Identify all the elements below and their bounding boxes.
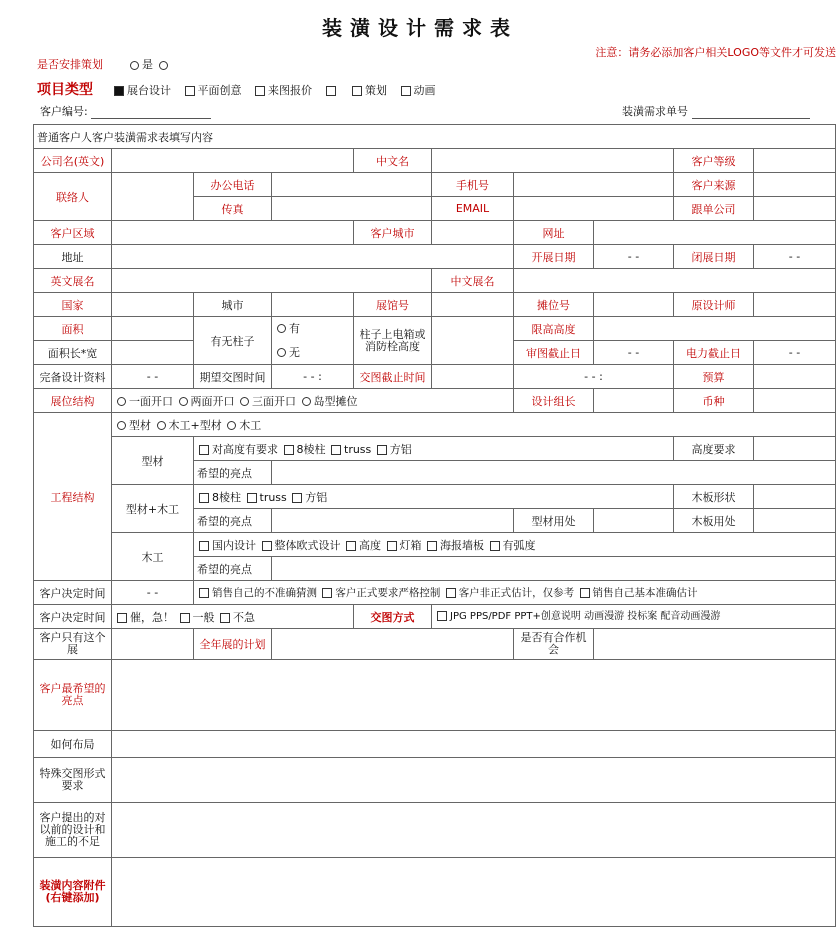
field-input[interactable] — [514, 197, 674, 221]
field-input[interactable] — [112, 341, 194, 365]
checkbox-icon[interactable] — [377, 445, 387, 455]
option-label: 销售自己基本准确估计 — [592, 587, 698, 599]
field-input[interactable] — [594, 629, 836, 660]
option-label: 动画 — [413, 84, 436, 97]
field-label: 型材用处 — [514, 509, 594, 533]
field-label: 客户区域 — [34, 221, 112, 245]
radio-icon[interactable] — [157, 421, 166, 430]
checkbox-icon[interactable] — [199, 588, 209, 598]
checkbox-icon[interactable] — [446, 588, 456, 598]
project-type-options — [112, 82, 444, 98]
field-input[interactable] — [754, 389, 836, 413]
table-header: 普通客户人客户装潢需求表填写内容 — [34, 125, 836, 149]
field-input[interactable] — [272, 317, 354, 365]
field-label: 办公电话 — [194, 173, 272, 197]
option-label: truss — [259, 490, 287, 504]
checkbox-icon[interactable] — [401, 86, 411, 96]
field-input[interactable] — [112, 389, 514, 413]
plan-label: 是否安排策划 — [37, 58, 103, 71]
field-label: 审图截止日 — [514, 341, 594, 365]
checkbox-icon[interactable] — [247, 493, 257, 503]
option-label: 来图报价 — [268, 84, 312, 97]
checkbox-icon[interactable] — [117, 613, 127, 623]
field-input[interactable] — [112, 149, 354, 173]
radio-icon[interactable] — [277, 348, 286, 357]
option-label: 海报墙板 — [440, 538, 484, 552]
field-input[interactable] — [272, 557, 836, 581]
field-input[interactable] — [432, 317, 514, 365]
option-label: 整体欧式设计 — [274, 538, 341, 552]
option-label: 对高度有要求 — [212, 442, 278, 456]
field-label: 交图方式 — [354, 605, 432, 629]
option-label: 有 — [289, 321, 300, 335]
field-label: 木板形状 — [674, 485, 754, 509]
field-input[interactable] — [514, 269, 836, 293]
option-label: truss — [344, 442, 372, 456]
checkbox-icon[interactable] — [580, 588, 590, 598]
field-input[interactable] — [112, 413, 836, 437]
field-label: 柱子上电箱或消防栓高度 — [354, 317, 432, 365]
plan-no-radio[interactable] — [159, 61, 168, 70]
option-label: 不急 — [233, 610, 255, 624]
field-input[interactable] — [594, 389, 674, 413]
checkbox-icon[interactable] — [114, 86, 124, 96]
checkbox-icon[interactable] — [490, 541, 500, 551]
field-label: 客户决定时间 — [34, 581, 112, 605]
field-label: 客户决定时间 — [34, 605, 112, 629]
field-label: 客户提出的对以前的设计和施工的不足 — [34, 803, 112, 858]
option-label: 有弧度 — [502, 538, 536, 552]
field-label: 希望的亮点 — [194, 461, 272, 485]
plan-yes-radio[interactable] — [130, 61, 139, 70]
field-label: 型材 — [112, 437, 194, 485]
field-label: 完备设计资料 — [34, 365, 112, 389]
field-input[interactable] — [432, 365, 514, 389]
option-label: 客户非正式估计，仅参考 — [458, 587, 575, 599]
option-label: 型材 — [129, 418, 151, 432]
field-label: 客户只有这个展 — [34, 629, 112, 660]
field-input[interactable] — [594, 317, 836, 341]
field-label: 面积 — [34, 317, 112, 341]
field-input[interactable] — [272, 197, 432, 221]
field-label: 国家 — [34, 293, 112, 317]
field-input[interactable] — [432, 293, 514, 317]
client-no — [40, 103, 211, 119]
field-input[interactable] — [594, 293, 674, 317]
field-label: 客户来源 — [674, 173, 754, 197]
field-label: - - — [754, 341, 836, 365]
option-label: 高度 — [359, 538, 381, 552]
field-label: 开展日期 — [514, 245, 594, 269]
field-input[interactable] — [112, 660, 836, 731]
field-label: - - : — [272, 365, 354, 389]
field-input[interactable] — [112, 269, 432, 293]
plan-options — [128, 56, 171, 72]
field-label: 是否有合作机会 — [514, 629, 594, 660]
field-label: 客户城市 — [354, 221, 432, 245]
field-label: 展馆号 — [354, 293, 432, 317]
option-label: 是 — [142, 58, 153, 71]
field-label: 型材+木工 — [112, 485, 194, 533]
field-input[interactable] — [112, 245, 514, 269]
checkbox-icon[interactable] — [199, 445, 209, 455]
option-label: 装潢需求单号 — [622, 105, 688, 118]
option-label: 方铝 — [305, 490, 328, 504]
checkbox-icon[interactable] — [322, 588, 332, 598]
option-label: 客户正式要求严格控制 — [335, 587, 441, 599]
field-input[interactable] — [754, 365, 836, 389]
field-input[interactable] — [194, 581, 836, 605]
field-label: 工程结构 — [34, 413, 112, 581]
field-label: 地址 — [34, 245, 112, 269]
checkbox-icon[interactable] — [292, 493, 302, 503]
field-input[interactable] — [112, 803, 836, 858]
radio-icon[interactable] — [117, 397, 126, 406]
field-label: 期望交图时间 — [194, 365, 272, 389]
field-input[interactable] — [272, 293, 354, 317]
checkbox-icon[interactable] — [346, 541, 356, 551]
field-input[interactable] — [112, 731, 836, 758]
field-label: 展位结构 — [34, 389, 112, 413]
option-label: 方铝 — [389, 442, 412, 456]
option-label: JPG PPS/PDF PPT+创意说明 动画漫游 投标案 配音动画漫游 — [450, 610, 721, 622]
field-label: 装潢内容附件(右键添加) — [34, 858, 112, 927]
field-input[interactable] — [514, 173, 674, 197]
field-label: 限高高度 — [514, 317, 594, 341]
field-label: 面积长*宽 — [34, 341, 112, 365]
field-label: 币种 — [674, 389, 754, 413]
option-label: 一般 — [192, 610, 215, 624]
field-label: - - — [594, 245, 674, 269]
option-label: 木工 — [239, 418, 262, 432]
field-label: 电力截止日 — [674, 341, 754, 365]
checkbox-icon[interactable] — [262, 541, 272, 551]
field-label: 设计组长 — [514, 389, 594, 413]
checkbox-icon[interactable] — [284, 445, 294, 455]
field-label: 跟单公司 — [674, 197, 754, 221]
radio-icon[interactable] — [302, 397, 311, 406]
field-input[interactable] — [272, 509, 514, 533]
field-label: - - — [112, 365, 194, 389]
field-label: 高度要求 — [674, 437, 754, 461]
field-input[interactable] — [432, 605, 836, 629]
field-label: 希望的亮点 — [194, 557, 272, 581]
option-label: 催，急！ — [130, 610, 174, 624]
checkbox-icon[interactable] — [199, 541, 209, 551]
field-input[interactable] — [112, 173, 194, 221]
field-input[interactable] — [272, 173, 432, 197]
field-label: 预算 — [674, 365, 754, 389]
radio-icon[interactable] — [240, 397, 249, 406]
field-input[interactable] — [754, 149, 836, 173]
field-input[interactable] — [754, 173, 836, 197]
field-label: 特殊交图形式要求 — [34, 758, 112, 803]
field-label: 希望的亮点 — [194, 509, 272, 533]
field-label: 有无柱子 — [194, 317, 272, 365]
field-input[interactable] — [112, 221, 354, 245]
field-label: 联络人 — [34, 173, 112, 221]
field-label: 交图截止时间 — [354, 365, 432, 389]
order-no — [622, 103, 810, 119]
field-input[interactable] — [272, 461, 836, 485]
option-label: 木工+型材 — [168, 418, 222, 432]
field-input[interactable] — [112, 317, 194, 341]
field-input[interactable] — [754, 197, 836, 221]
checkbox-icon[interactable] — [326, 86, 336, 96]
radio-icon[interactable] — [117, 421, 126, 430]
checkbox-icon[interactable] — [387, 541, 397, 551]
checkbox-icon[interactable] — [427, 541, 437, 551]
option-label: 三面开口 — [252, 394, 296, 408]
field-label: 木工 — [112, 533, 194, 581]
field-input[interactable] — [194, 437, 674, 461]
field-input[interactable] — [754, 437, 836, 461]
field-label: 客户最希望的亮点 — [34, 660, 112, 731]
checkbox-icon[interactable] — [180, 613, 190, 623]
field-input[interactable] — [272, 629, 514, 660]
field-label: - - — [112, 581, 194, 605]
field-label: 原设计师 — [674, 293, 754, 317]
field-input[interactable] — [194, 485, 674, 509]
field-input[interactable] — [112, 758, 836, 803]
requirement-table — [33, 124, 836, 927]
checkbox-icon[interactable] — [352, 86, 362, 96]
radio-icon[interactable] — [277, 324, 286, 333]
field-input[interactable] — [754, 509, 836, 533]
field-label: 摊位号 — [514, 293, 594, 317]
option-label: 展台设计 — [127, 84, 171, 97]
option-label: 灯箱 — [399, 538, 422, 552]
option-label: 两面开口 — [190, 394, 235, 408]
checkbox-icon[interactable] — [255, 86, 265, 96]
order-no-field[interactable] — [692, 106, 810, 119]
field-input[interactable] — [112, 629, 194, 660]
field-input[interactable] — [754, 293, 836, 317]
option-label: 8棱柱 — [296, 442, 326, 456]
field-input[interactable] — [112, 293, 194, 317]
radio-icon[interactable] — [227, 421, 236, 430]
radio-icon[interactable] — [179, 397, 188, 406]
option-label: 8棱柱 — [212, 490, 241, 504]
field-input[interactable] — [194, 533, 836, 557]
field-input[interactable] — [594, 221, 836, 245]
attachment-note: 注意：请务必添加客户相关LOGO等文件才可发送 — [595, 46, 836, 59]
field-label: 城市 — [194, 293, 272, 317]
option-label: 无 — [289, 345, 300, 359]
form-title: 装潢设计需求表 — [322, 16, 518, 40]
project-type-label: 项目类型 — [37, 82, 93, 98]
checkbox-icon[interactable] — [331, 445, 341, 455]
field-input[interactable] — [594, 509, 674, 533]
checkbox-icon[interactable] — [199, 493, 209, 503]
field-label: 全年展的计划 — [194, 629, 272, 660]
field-label: EMAIL — [432, 197, 514, 221]
field-label: 手机号 — [432, 173, 514, 197]
option-label: 平面创意 — [197, 84, 242, 97]
field-label: - - — [594, 341, 674, 365]
field-label: - - — [754, 245, 836, 269]
field-label: 客户等级 — [674, 149, 754, 173]
field-label: - - : — [514, 365, 674, 389]
field-label: 木板用处 — [674, 509, 754, 533]
checkbox-icon[interactable] — [220, 613, 230, 623]
field-label: 英文展名 — [34, 269, 112, 293]
option-label: 客户编号: — [40, 105, 88, 118]
field-input[interactable] — [112, 858, 836, 927]
option-label: 一面开口 — [129, 394, 173, 408]
field-label: 公司名(英文) — [34, 149, 112, 173]
field-label: 网址 — [514, 221, 594, 245]
field-input[interactable] — [432, 221, 514, 245]
option-label: 策划 — [365, 84, 387, 97]
option-label: 国内设计 — [212, 538, 256, 552]
field-label: 中文展名 — [432, 269, 514, 293]
option-label: 销售自己的不准确猜测 — [212, 587, 317, 599]
field-input[interactable] — [112, 605, 354, 629]
checkbox-icon[interactable] — [185, 86, 195, 96]
field-label: 闭展日期 — [674, 245, 754, 269]
field-label: 中文名 — [354, 149, 432, 173]
field-label: 传真 — [194, 197, 272, 221]
option-label: 岛型摊位 — [313, 394, 358, 408]
field-input[interactable] — [754, 485, 836, 509]
client-no-field[interactable] — [91, 106, 211, 119]
field-input[interactable] — [432, 149, 674, 173]
checkbox-icon[interactable] — [437, 611, 447, 621]
field-label: 如何布局 — [34, 731, 112, 758]
